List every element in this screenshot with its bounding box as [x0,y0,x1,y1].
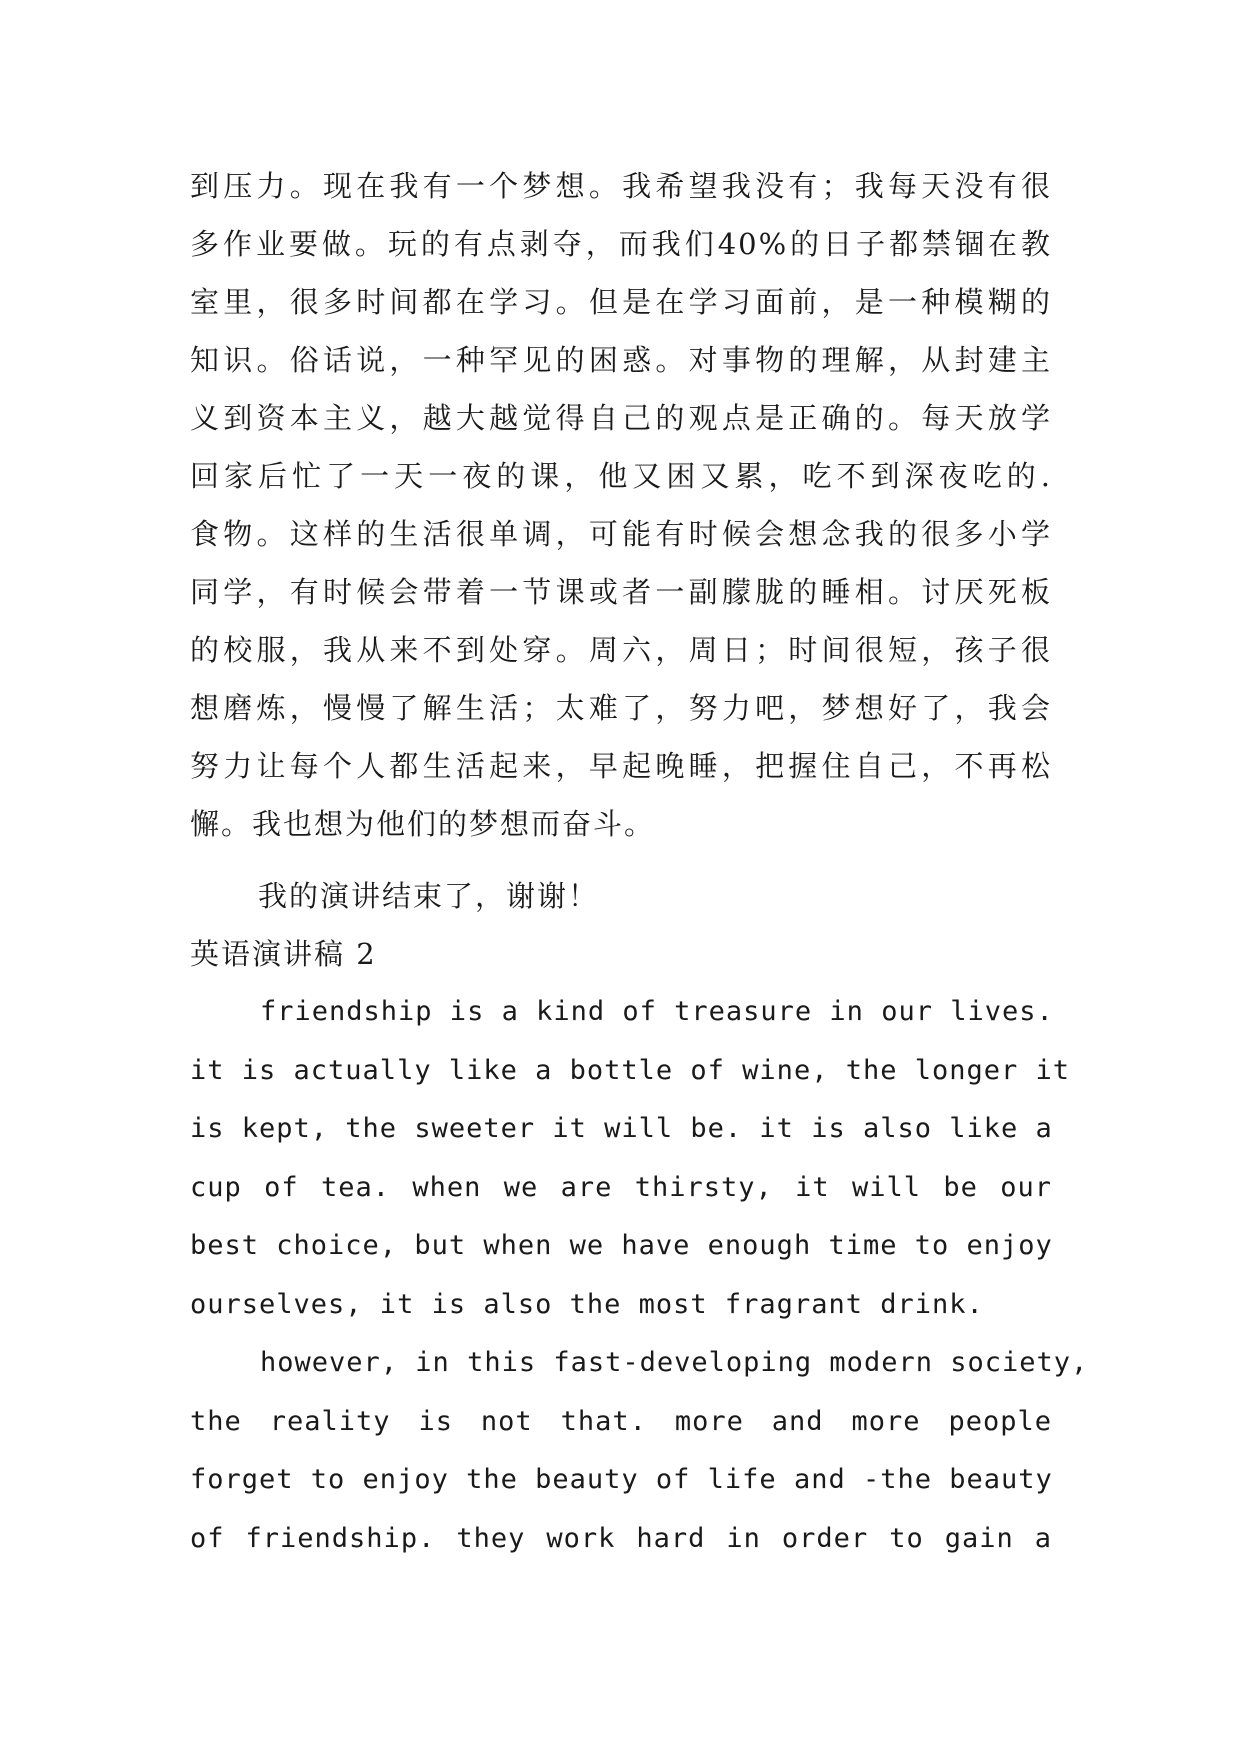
text-line: however, in this fast-developing modern society, [260,1347,1089,1378]
text-line: 义到资本主义，越大越觉得自己的观点是正确的。每天放学 [190,401,1052,435]
text-line: 多作业要做。玩的有点剥夺，而我们40%的日子都禁锢在教 [190,227,1052,261]
text-line: 努力让每个人都生活起来，早起晚睡，把握住自己，不再松 [190,749,1052,783]
chinese-paragraph [190,157,1052,853]
text-line: 回家后忙了一天一夜的课，他又困又累，吃不到深夜吃的. [190,459,1052,493]
text-line: friendship is a kind of treasure in our lives. [260,996,1054,1027]
closing-line: 我的演讲结束了，谢谢！ [258,879,600,913]
text-line: best choice, but when we have enough time to enjoy [190,1230,1053,1261]
text-line: 懈。我也想为他们的梦想而奋斗。 [190,807,656,841]
text-line: the reality is not that. more and more people [190,1405,1052,1437]
text-line: ourselves, it is also the most fragrant drink. [190,1288,984,1320]
text-line: 想磨炼，慢慢了解生活；太难了，努力吧，梦想好了，我会 [190,691,1052,725]
text-line: of friendship. they work hard in order to gain a [190,1522,1052,1554]
text-line: is kept, the sweeter it will be. it is also like a [190,1113,1053,1144]
english-paragraph-2 [190,1334,1089,1568]
text-line: 食物。这样的生活很单调，可能有时候会想念我的很多小学 [190,517,1052,551]
text-line: 的校服，我从来不到处穿。周六，周日；时间很短，孩子很 [190,633,1052,667]
text-line: cup of tea. when we are thirsty, it will be our [190,1171,1052,1203]
english-paragraph-1 [190,983,1071,1334]
section-heading: 英语演讲稿 2 [190,937,377,971]
text-line: 到压力。现在我有一个梦想。我希望我没有；我每天没有很 [190,169,1052,203]
text-line: forget to enjoy the beauty of life and -the beauty [190,1464,1053,1495]
text-line: 知识。俗话说，一种罕见的困惑。对事物的理解，从封建主 [190,343,1052,377]
text-line: 同学，有时候会带着一节课或者一副朦胧的睡相。讨厌死板 [190,575,1052,609]
text-line: 室里，很多时间都在学习。但是在学习面前，是一种模糊的 [190,285,1052,319]
text-line: it is actually like a bottle of wine, the longer it [190,1054,1071,1086]
